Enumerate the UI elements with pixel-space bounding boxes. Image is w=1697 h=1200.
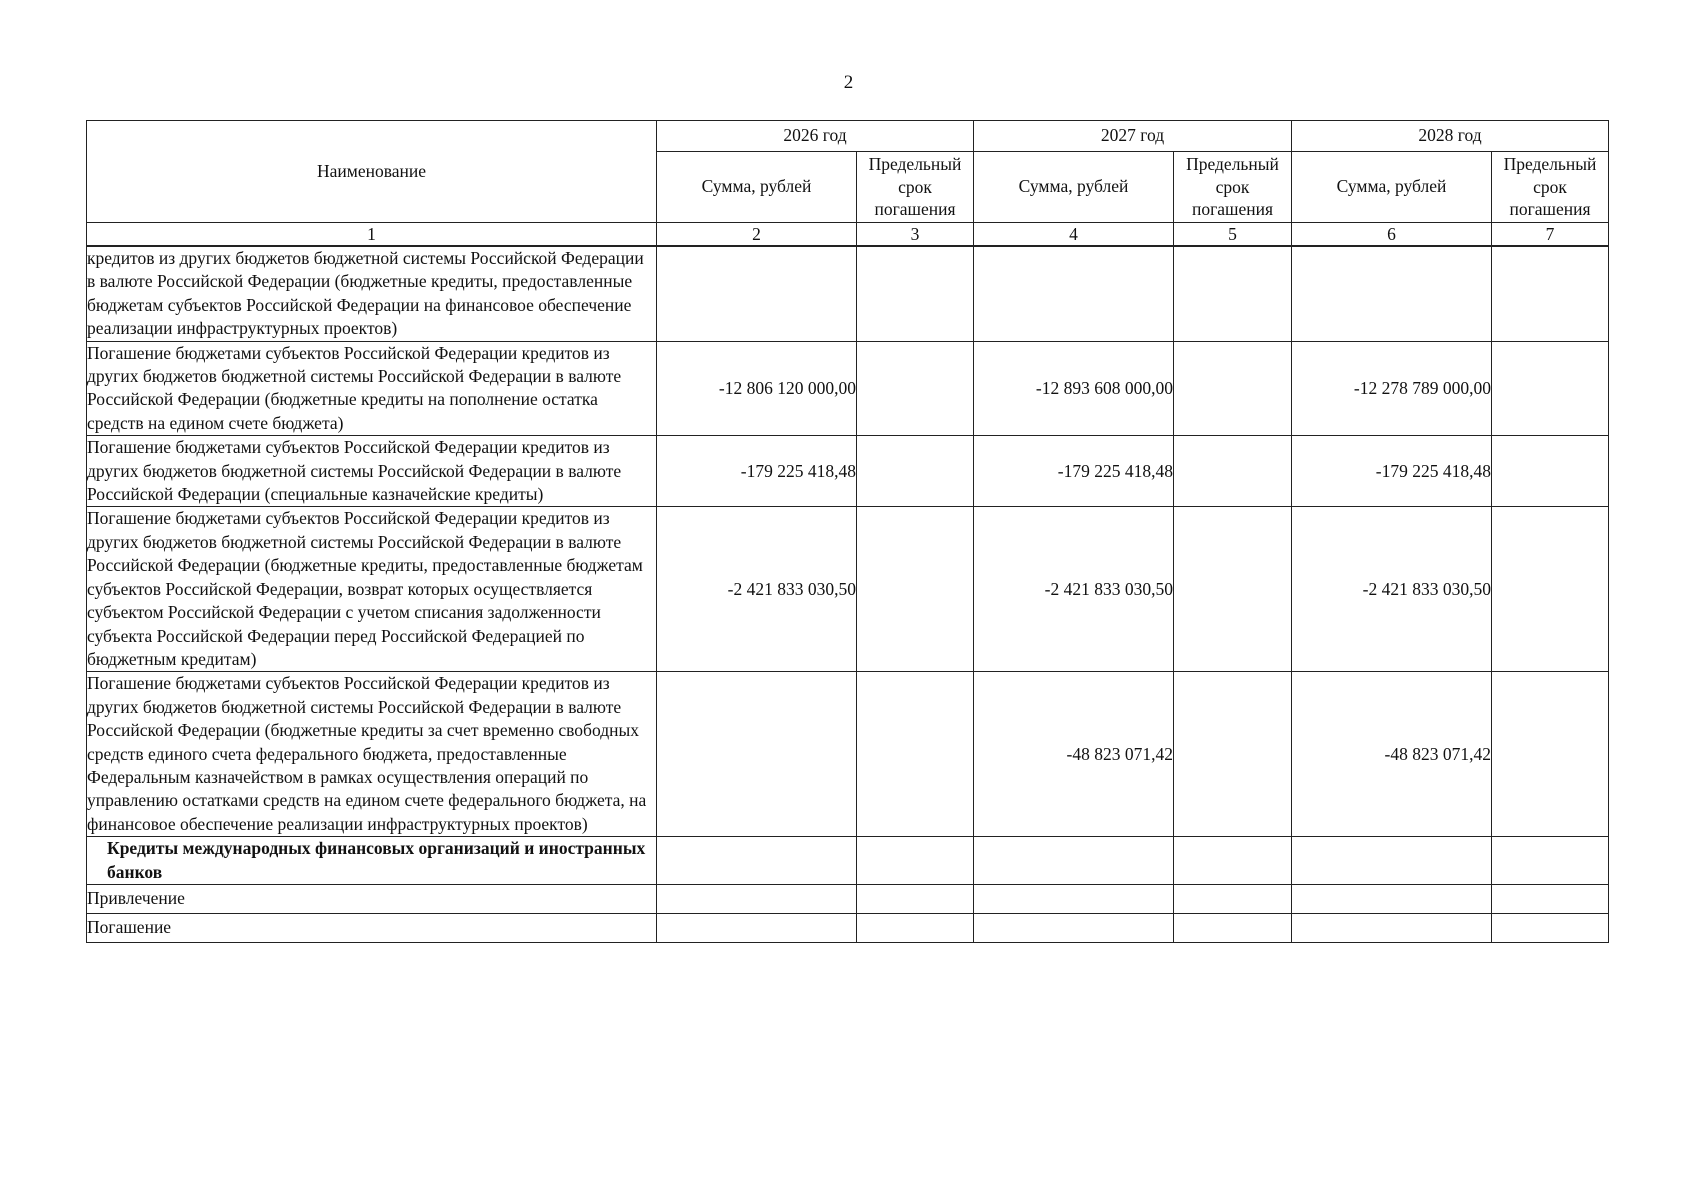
column-header-term-2028: Предельный срок погашения xyxy=(1492,152,1609,223)
table-row xyxy=(87,913,1609,942)
column-header-term-2026: Предельный срок погашения xyxy=(857,152,974,223)
sum-2028 xyxy=(1292,837,1492,885)
sum-2026: -179 225 418,48 xyxy=(657,436,857,507)
table-row-group-heading xyxy=(87,837,1609,885)
term-2028 xyxy=(1492,341,1609,436)
row-name: Привлечение xyxy=(87,884,657,913)
term-2026 xyxy=(857,507,974,672)
term-2028 xyxy=(1492,884,1609,913)
row-name: Погашение xyxy=(87,913,657,942)
sum-2027 xyxy=(974,246,1174,341)
term-2026 xyxy=(857,436,974,507)
sum-2026 xyxy=(657,837,857,885)
row-name: Кредиты международных финансовых организаций и иностранных банков xyxy=(87,837,657,885)
column-number: 3 xyxy=(857,223,974,247)
sum-2026 xyxy=(657,672,857,837)
column-header-sum-2027: Сумма, рублей xyxy=(974,152,1174,223)
sum-2027: -2 421 833 030,50 xyxy=(974,507,1174,672)
term-2028 xyxy=(1492,507,1609,672)
sum-2027 xyxy=(974,884,1174,913)
sum-2027: -12 893 608 000,00 xyxy=(974,341,1174,436)
column-header-sum-2026: Сумма, рублей xyxy=(657,152,857,223)
sum-2027 xyxy=(974,837,1174,885)
header-row-years xyxy=(87,121,1609,152)
term-2026 xyxy=(857,341,974,436)
row-name: Погашение бюджетами субъектов Российской Федерации кредитов из других бюджетов бюджетной системы Российской Федерации в валюте Российской Федерации (бюджетные кредиты на пополнение остатка средств на едином счете бюджета) xyxy=(87,341,657,436)
column-header-sum-2028: Сумма, рублей xyxy=(1292,152,1492,223)
row-name: Погашение бюджетами субъектов Российской Федерации кредитов из других бюджетов бюджетной системы Российской Федерации в валюте Российской Федерации (бюджетные кредиты, предоставленные бюджетам субъектов Российской Федерации, возврат которых осуществляется субъектом Российской Федерации с учетом списания задолженности субъекта Российской Федерации перед Российской Федерацией по бюджетным кредитам) xyxy=(87,507,657,672)
column-header-year-2028: 2028 год xyxy=(1292,121,1609,152)
row-name: кредитов из других бюджетов бюджетной системы Российской Федерации в валюте Российской Федерации (бюджетные кредиты, предоставленные бюджетам субъектов Российской Федерации на финансовое обеспечение реализации инфраструктурных проектов) xyxy=(87,246,657,341)
column-header-year-2026: 2026 год xyxy=(657,121,974,152)
sum-2028: -48 823 071,42 xyxy=(1292,672,1492,837)
sum-2028 xyxy=(1292,913,1492,942)
table-row xyxy=(87,341,1609,436)
column-number: 6 xyxy=(1292,223,1492,247)
column-number: 7 xyxy=(1492,223,1609,247)
sum-2026 xyxy=(657,913,857,942)
term-2026 xyxy=(857,246,974,341)
term-2028 xyxy=(1492,837,1609,885)
term-2026 xyxy=(857,837,974,885)
sum-2027: -48 823 071,42 xyxy=(974,672,1174,837)
term-2028 xyxy=(1492,246,1609,341)
sources-of-financing-table xyxy=(86,120,1609,943)
table-row xyxy=(87,436,1609,507)
column-header-name: Наименование xyxy=(87,121,657,223)
table-row xyxy=(87,507,1609,672)
term-2026 xyxy=(857,672,974,837)
sum-2028: -12 278 789 000,00 xyxy=(1292,341,1492,436)
term-2027 xyxy=(1174,436,1292,507)
sum-2028: -2 421 833 030,50 xyxy=(1292,507,1492,672)
term-2027 xyxy=(1174,672,1292,837)
column-number: 4 xyxy=(974,223,1174,247)
column-number: 1 xyxy=(87,223,657,247)
page-number: 2 xyxy=(843,72,854,93)
sum-2026 xyxy=(657,884,857,913)
sum-2026 xyxy=(657,246,857,341)
term-2028 xyxy=(1492,436,1609,507)
column-header-term-2027: Предельный срок погашения xyxy=(1174,152,1292,223)
row-name: Погашение бюджетами субъектов Российской Федерации кредитов из других бюджетов бюджетной системы Российской Федерации в валюте Российской Федерации (бюджетные кредиты за счет временно свободных средств единого счета федерального бюджета, предоставленные Федеральным казначейством в рамках осуществления операций по управлению остатками средств на едином счете федерального бюджета, на финансовое обеспечение реализации инфраструктурных проектов) xyxy=(87,672,657,837)
term-2027 xyxy=(1174,246,1292,341)
term-2028 xyxy=(1492,913,1609,942)
table-row xyxy=(87,672,1609,837)
term-2026 xyxy=(857,884,974,913)
table-row xyxy=(87,246,1609,341)
sum-2027: -179 225 418,48 xyxy=(974,436,1174,507)
column-number: 2 xyxy=(657,223,857,247)
column-numbers-row xyxy=(87,223,1609,247)
term-2027 xyxy=(1174,507,1292,672)
sum-2026: -12 806 120 000,00 xyxy=(657,341,857,436)
term-2026 xyxy=(857,913,974,942)
term-2028 xyxy=(1492,672,1609,837)
term-2027 xyxy=(1174,913,1292,942)
sum-2028: -179 225 418,48 xyxy=(1292,436,1492,507)
sum-2028 xyxy=(1292,884,1492,913)
row-name: Погашение бюджетами субъектов Российской Федерации кредитов из других бюджетов бюджетной системы Российской Федерации в валюте Российской Федерации (специальные казначейские кредиты) xyxy=(87,436,657,507)
sum-2027 xyxy=(974,913,1174,942)
term-2027 xyxy=(1174,341,1292,436)
sum-2028 xyxy=(1292,246,1492,341)
table-row xyxy=(87,884,1609,913)
term-2027 xyxy=(1174,884,1292,913)
column-number: 5 xyxy=(1174,223,1292,247)
sum-2026: -2 421 833 030,50 xyxy=(657,507,857,672)
column-header-year-2027: 2027 год xyxy=(974,121,1292,152)
term-2027 xyxy=(1174,837,1292,885)
